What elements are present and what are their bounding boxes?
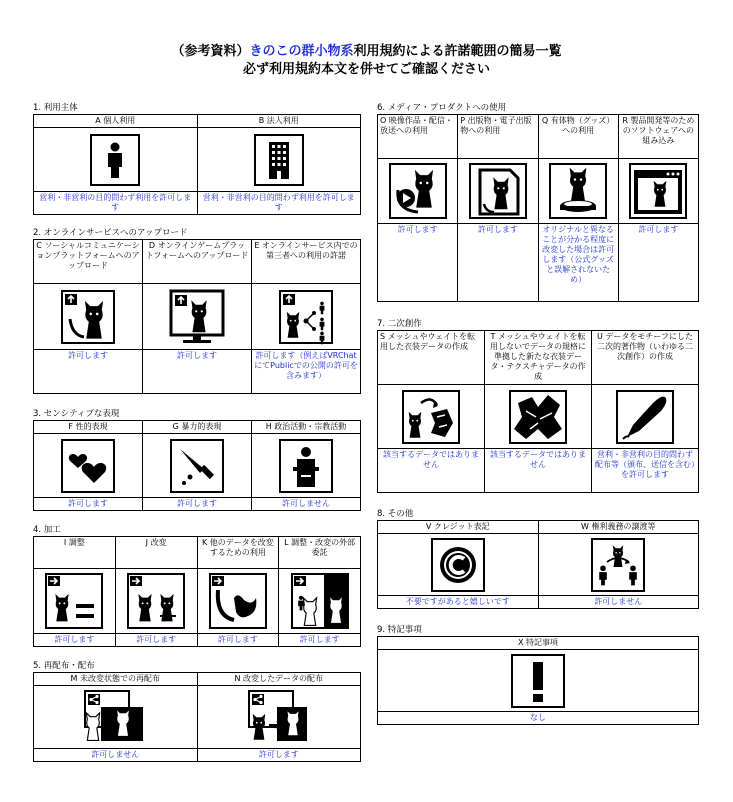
knife-icon [170, 439, 224, 493]
item-O-value: 許可します [378, 224, 458, 302]
adjust-icon [44, 572, 104, 630]
book-cat-icon [468, 162, 528, 220]
item-A-value: 営利・非営利の目的問わず利用を許可します [34, 192, 198, 215]
item-C-head: C ソーシャルコミュニケーションプラットフォームへのアップロード [34, 240, 143, 284]
item-G-head: G 暴力的表現 [143, 421, 252, 434]
item-T-value: 該当するデータではありません [485, 449, 592, 493]
item-B-value: 営利・非営利の目的問わず利用を許可します [197, 192, 361, 215]
item-L-head: L 調整・改変の外部委託 [279, 537, 361, 569]
item-I-value: 許可します [34, 634, 116, 647]
item-A-head: A 個人利用 [34, 115, 198, 128]
exclamation-icon [511, 654, 565, 708]
section-label: 4. 加工 [33, 525, 61, 535]
section-label: 7. 二次創作 [377, 319, 422, 329]
section-label: 3. センシティブな表現 [33, 409, 120, 419]
costume-icon [508, 389, 568, 445]
item-S-head: S メッシュやウェイトを転用した衣装データの作成 [378, 331, 485, 385]
item-M-value: 許可しません [34, 749, 198, 762]
monitor-cat-icon [169, 289, 225, 345]
item-T-head: T メッシュやウェイトを転用しないでデータの規格に準拠した新たな衣装データ・テクスチャデータの作成 [485, 331, 592, 385]
item-S-value: 該当するデータではありません [378, 449, 485, 493]
item-F-value: 許可します [34, 498, 143, 511]
item-G-value: 許可します [143, 498, 252, 511]
distribute-modified-icon [247, 689, 311, 745]
item-R-value: 許可します [618, 224, 698, 302]
item-N-head: N 改変したデータの配布 [197, 673, 361, 686]
item-L-value: 許可します [279, 634, 361, 647]
item-M-head: M 未改変状態での再配布 [34, 673, 198, 686]
section-processing [33, 525, 361, 647]
section-label: 9. 特記事項 [377, 625, 422, 635]
item-D-head: D オンラインゲームプラットフォームへのアップロード [143, 240, 252, 284]
item-X-head: X 特記事項 [378, 637, 699, 650]
item-E-head: E オンラインサービス内での第三者への利用の許諾 [252, 240, 361, 284]
item-X-value: なし [378, 712, 699, 725]
section-label: 6. メディア・プロダクトへの使用 [377, 103, 507, 113]
license-table [33, 114, 361, 215]
item-V-head: V クレジット表記 [378, 521, 539, 534]
software-cat-icon [628, 162, 688, 220]
section-others [377, 509, 699, 609]
item-N-value: 許可します [197, 749, 361, 762]
item-U-value: 営利・非営利の目的問わず配布等（頒布、送信を含む）を許可します [592, 449, 699, 493]
hearts-icon [61, 439, 115, 493]
section-label: 1. 利用主体 [33, 103, 78, 113]
upload-cat-icon [60, 289, 116, 345]
video-cat-icon [388, 162, 448, 220]
mesh-costume-icon [401, 389, 461, 445]
transfer-icon [591, 538, 645, 592]
page-title: （参考資料）きのこの群小物系利用規約による許諾範囲の簡易一覧 [171, 44, 562, 59]
page-subtitle: 必ず利用規約本文を併せてご確認ください [242, 62, 490, 77]
section-online-upload [33, 228, 361, 394]
copyright-icon [431, 538, 485, 592]
item-O-head: O 映像作品・配信・放送への利用 [378, 115, 458, 159]
section-special-notes [377, 625, 699, 725]
item-C-value: 許可します [34, 350, 143, 394]
item-Q-value: オリジナルと異なることが分かる程度に改変した場合は許可します（公式グッズと誤解されないため） [538, 224, 618, 302]
item-E-value: 許可します（例えばVRChatにてPublicでの公開の許可を含みます） [252, 350, 361, 394]
item-K-value: 許可します [197, 634, 279, 647]
item-D-value: 許可します [143, 350, 252, 394]
item-V-value: 不要ですがあると嬉しいです [378, 596, 539, 609]
share-people-icon [278, 289, 334, 345]
section-label: 8. その他 [377, 509, 414, 519]
item-W-value: 許可しません [538, 596, 699, 609]
section-label: 5. 再配布・配布 [33, 661, 95, 671]
item-P-value: 許可します [458, 224, 538, 302]
bone-icon [208, 572, 268, 630]
item-F-head: F 性的表現 [34, 421, 143, 434]
item-H-head: H 政治活動・宗教活動 [252, 421, 361, 434]
section-label: 2. オンラインサービスへのアップロード [33, 228, 188, 238]
title-highlight: きのこの群小物系 [249, 44, 354, 59]
section-sensitive [33, 409, 361, 511]
building-icon [254, 134, 304, 186]
item-W-head: W 権利義務の譲渡等 [538, 521, 699, 534]
figure-cat-icon [548, 162, 608, 220]
item-B-head: B 法人利用 [197, 115, 361, 128]
podium-icon [279, 439, 333, 493]
item-J-value: 許可します [115, 634, 197, 647]
item-I-head: I 調整 [34, 537, 116, 569]
item-U-head: U データをモチーフにした二次的著作物（いわゆる二次創作）の作成 [592, 331, 699, 385]
item-H-value: 許可しません [252, 498, 361, 511]
item-Q-head: Q 有体物（グッズ）への利用 [538, 115, 618, 159]
modify-icon [126, 572, 186, 630]
item-K-head: K 他のデータを改変するための利用 [197, 537, 279, 569]
redistribute-icon [83, 689, 147, 745]
section-usage-subject [33, 103, 361, 215]
item-J-head: J 改変 [115, 537, 197, 569]
item-R-head: R 製品開発等のためのソフトウェアへの組み込み [618, 115, 698, 159]
section-derivative [377, 319, 699, 493]
person-icon [90, 134, 140, 186]
outsource-icon [290, 572, 350, 630]
item-P-head: P 出版物・電子出版物への利用 [458, 115, 538, 159]
section-media-products [377, 103, 699, 302]
section-redistribution [33, 661, 361, 762]
pen-icon [615, 389, 675, 445]
